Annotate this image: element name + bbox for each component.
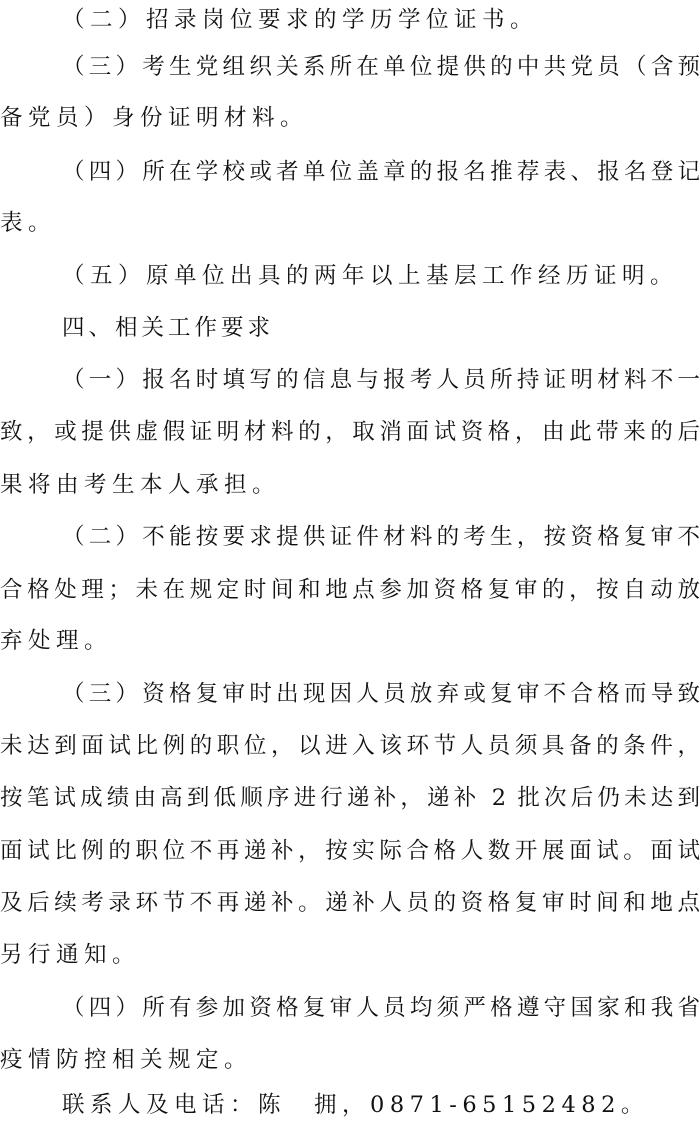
requirement-1-line-1: （一）报名时填写的信息与报考人员所持证明材料不一 (62, 367, 700, 393)
requirement-1-line-2: 致，或提供虚假证明材料的，取消面试资格，由此带来的后 (0, 419, 700, 445)
requirement-3-line-6: 另行通知。 (0, 942, 141, 968)
item-3-party-membership-line-1: （三）考生党组织关系所在单位提供的中共党员（含预 (62, 54, 700, 80)
item-3-party-membership-line-2: 备党员）身份证明材料。 (0, 105, 309, 131)
item-2-degree-certificate: （二）招录岗位要求的学历学位证书。 (62, 7, 539, 33)
requirement-3-line-5: 及后续考录环节不再递补。递补人员的资格复审时间和地点 (0, 890, 700, 916)
requirement-4-line-2: 疫情防控相关规定。 (0, 1047, 253, 1073)
requirement-3-line-1: （三）资格复审时出现因人员放弃或复审不合格而导致 (62, 681, 700, 707)
requirement-2-line-3: 弃处理。 (0, 628, 113, 654)
requirement-4-line-1: （四）所有参加资格复审人员均须严格遵守国家和我省 (62, 995, 700, 1021)
requirement-2-line-2: 合格处理；未在规定时间和地点参加资格复审的，按自动放 (0, 577, 700, 603)
item-5-work-experience: （五）原单位出具的两年以上基层工作经历证明。 (62, 263, 679, 289)
item-4-registration-form-line-2: 表。 (0, 210, 57, 236)
requirement-2-line-1: （二）不能按要求提供证件材料的考生，按资格复审不 (62, 524, 700, 550)
requirement-1-line-3: 果将由考生本人承担。 (0, 472, 281, 498)
requirement-3-line-2: 未达到面试比例的职位，以进入该环节人员须具备的条件， (0, 733, 700, 759)
item-4-registration-form-line-1: （四）所在学校或者单位盖章的报名推荐表、报名登记 (62, 159, 700, 185)
contact-info: 联系人及电话：陈 拥，0871-65152482。 (62, 1092, 649, 1118)
requirement-3-line-4: 面试比例的职位不再递补，按实际合格人数开展面试。面试 (0, 838, 700, 864)
requirement-3-line-3: 按笔试成绩由高到低顺序进行递补，递补 2 批次后仍未达到 (0, 785, 700, 811)
section-4-heading: 四、相关工作要求 (62, 315, 275, 341)
